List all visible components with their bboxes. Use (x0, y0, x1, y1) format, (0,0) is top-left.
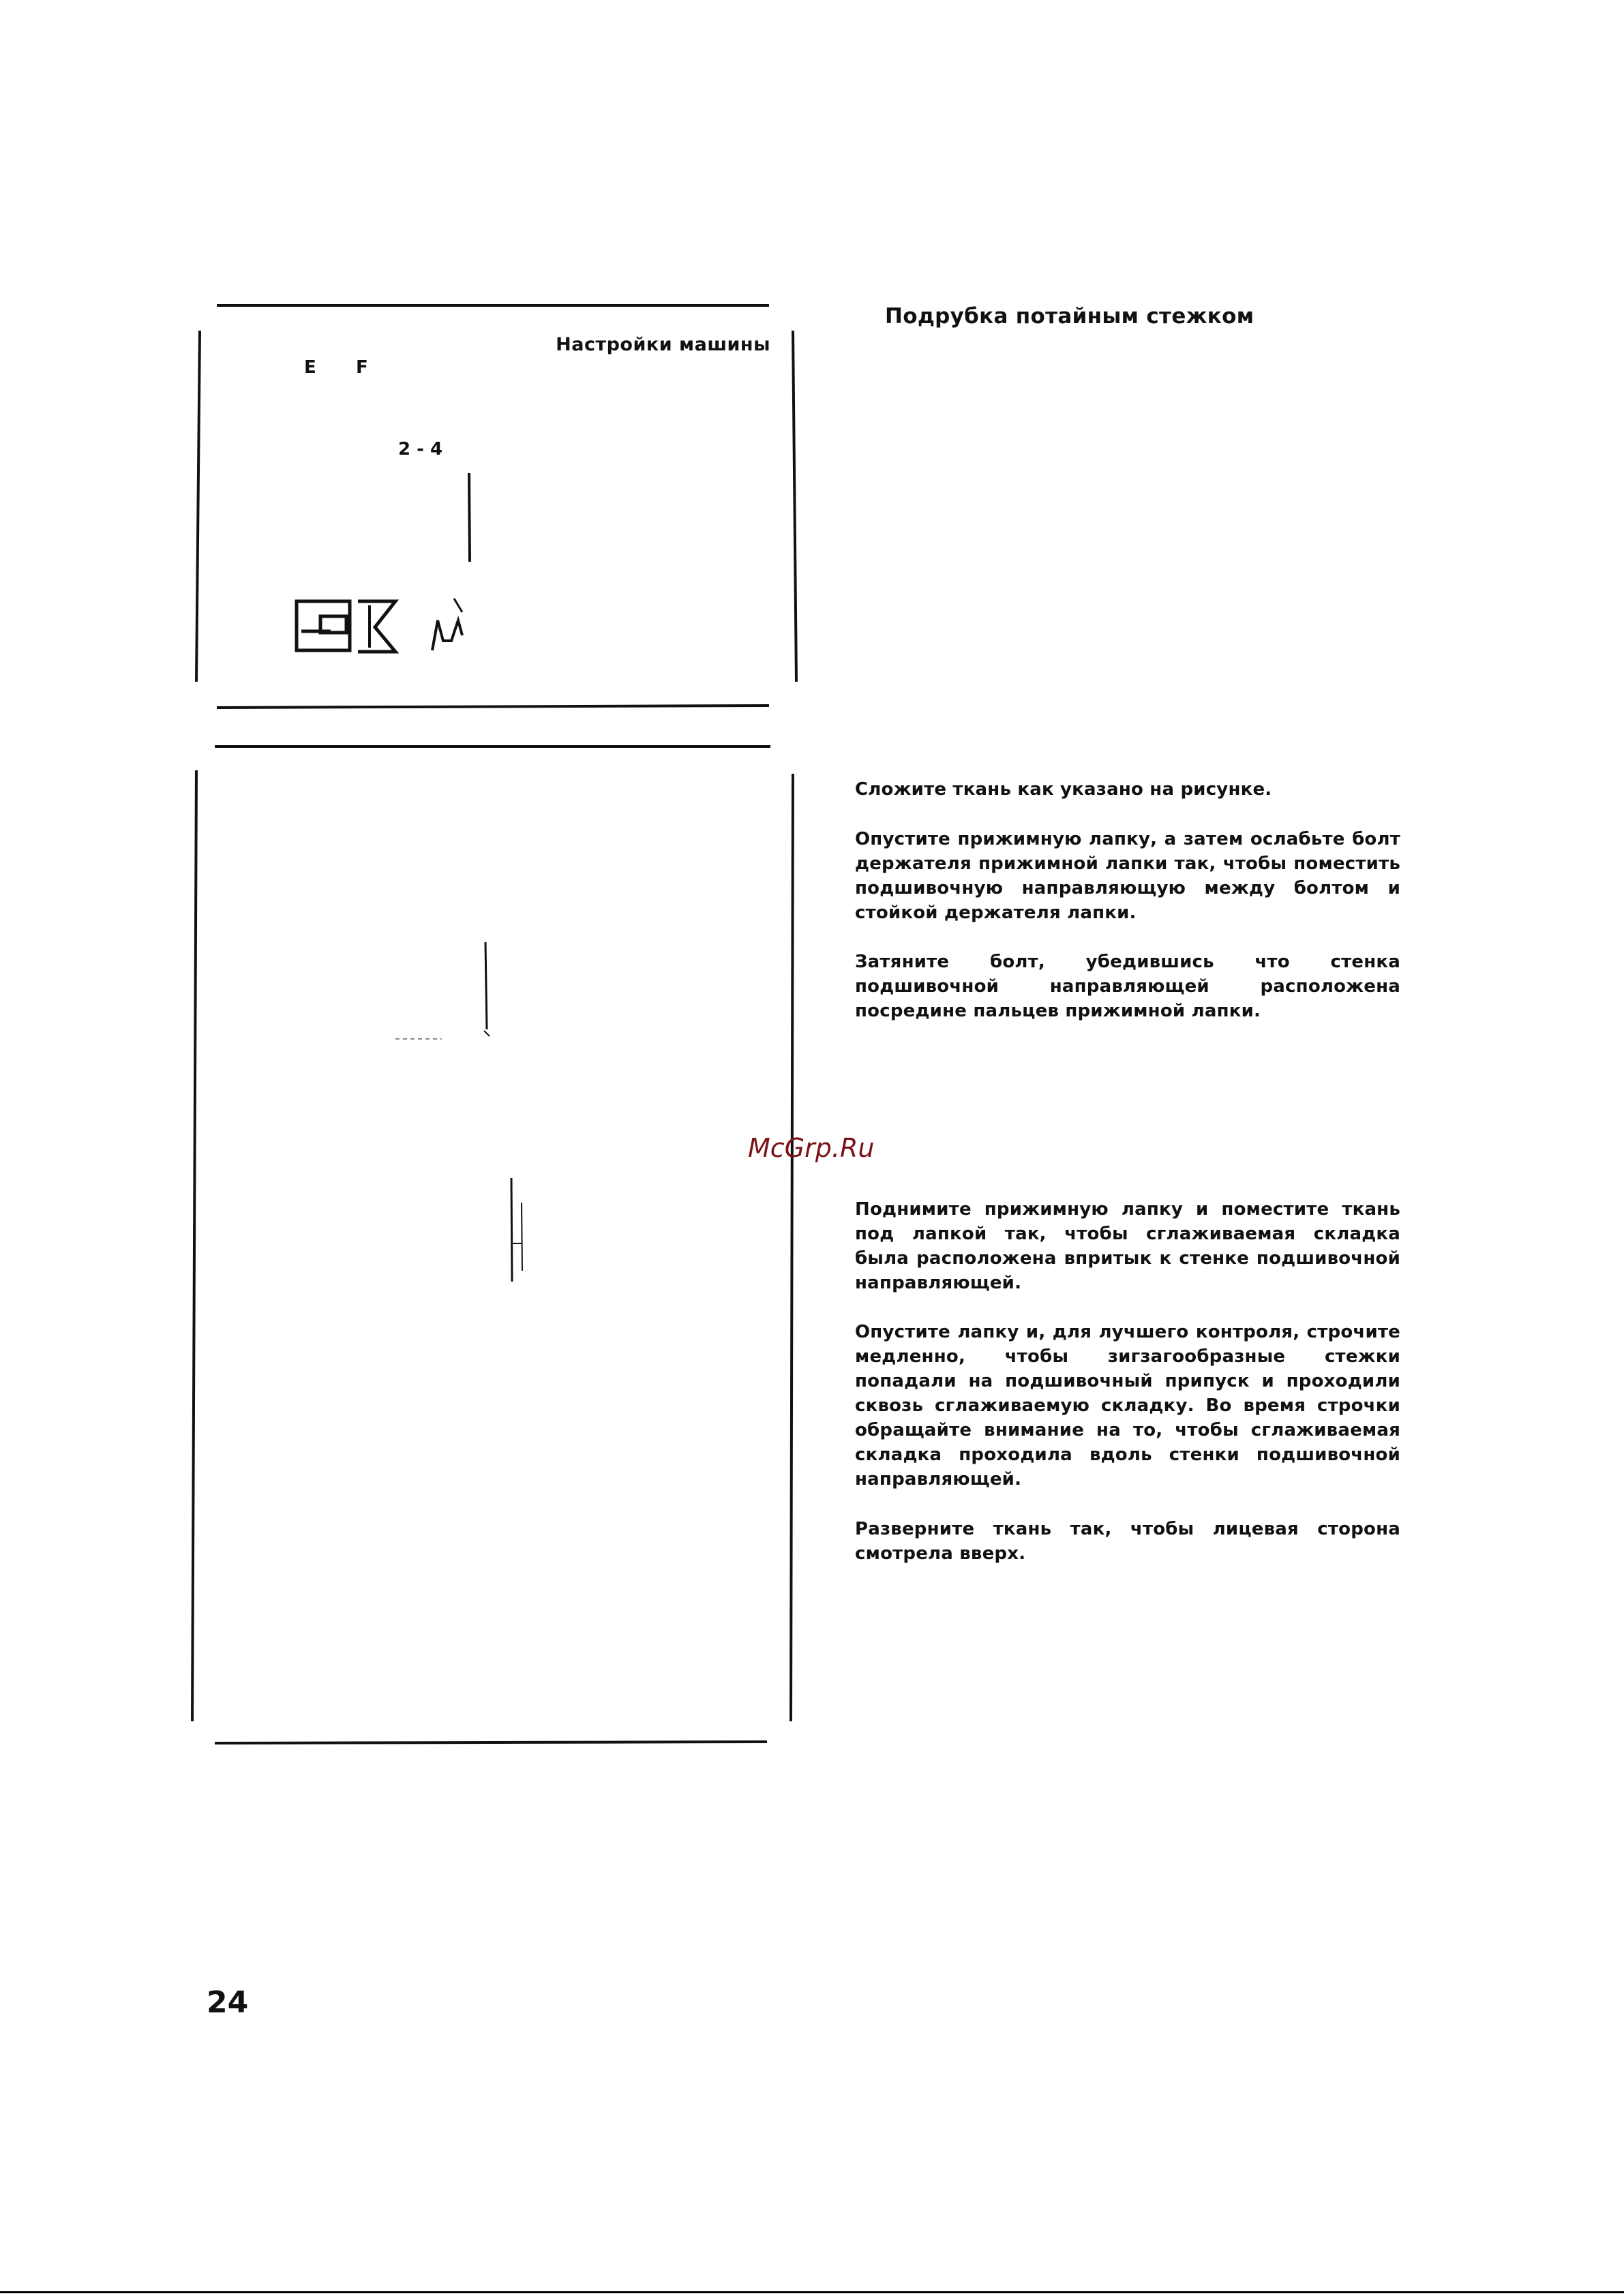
page-number: 24 (207, 1985, 249, 2020)
instruction-paragraph: Опустите лапку и, для лучшего контроля, строчите медленно, чтобы зигзагообразные стежки попадали на подшивочный припуск и проходили сквозь сглаживаемую складку. Во время строчки обращайте внимание на то, чтобы сглаживаемая складка проходила вдоль стенки подшивочной направляющей. (855, 1322, 1400, 1490)
illustration-frame-border (184, 740, 798, 1749)
settings-frame-border (190, 300, 803, 709)
settings-title: Настройки машины (556, 334, 770, 355)
bottom-rule (0, 2291, 1624, 2293)
section-heading: Подрубка потайным стежком (885, 304, 1254, 329)
blind-stitch-icon (428, 593, 469, 654)
foot-code-f: F (356, 357, 368, 378)
presser-foot-icon (293, 596, 402, 657)
fabric-fold-illustration (389, 934, 498, 1057)
stitch-width-range: 2 - 4 (398, 439, 443, 459)
illustration-panel (184, 740, 798, 1749)
stitch-length-line (464, 470, 477, 566)
instruction-paragraph: Поднимите прижимную лапку и поместите ткань под лапкой так, чтобы сглаживаемая складка была расположена впритык к стенке подшивочной направляющей. (855, 1199, 1400, 1293)
hem-guide-illustration (505, 1175, 532, 1284)
machine-settings-panel (190, 300, 803, 709)
instruction-paragraph: Разверните ткань так, чтобы лицевая сторона смотрела вверх. (855, 1519, 1400, 1564)
instruction-paragraph: Сложите ткань как указано на рисунке. (855, 779, 1272, 800)
instruction-paragraph: Опустите прижимную лапку, а затем ослабьте болт держателя прижимной лапки так, чтобы поместить подшивочную направляющую между болтом и стойкой держателя лапки. (855, 829, 1400, 923)
foot-code-e: E (304, 357, 316, 378)
instruction-paragraph: Затяните болт, убедившись что стенка подшивочной направляющей расположена посредине пальцев прижимной лапки. (855, 952, 1400, 1021)
watermark: McGrp.Ru (748, 1133, 875, 1163)
